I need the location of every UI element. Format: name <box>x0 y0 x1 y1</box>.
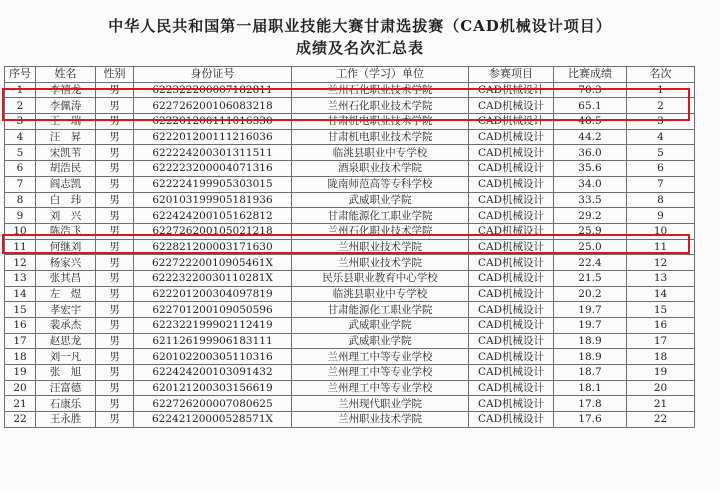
cell-gender: 男 <box>96 286 134 302</box>
cell-name: 张 旭 <box>36 365 96 381</box>
cell-gender: 男 <box>96 412 134 428</box>
table-row <box>5 239 695 255</box>
cell-unit: 兰州石化职业技术学院 <box>292 223 469 239</box>
cell-name: 石康乐 <box>36 396 96 412</box>
cell-gender: 男 <box>96 192 134 208</box>
cell-gender: 男 <box>96 318 134 334</box>
cell-rank: 11 <box>627 239 695 255</box>
header-name: 姓名 <box>36 67 96 83</box>
cell-rank: 13 <box>627 270 695 286</box>
cell-score: 34.0 <box>554 176 627 192</box>
cell-event: CAD机械设计 <box>469 129 554 145</box>
cell-event: CAD机械设计 <box>469 82 554 98</box>
cell-gender: 男 <box>96 129 134 145</box>
cell-name: 阎志凯 <box>36 176 96 192</box>
table-row <box>5 192 695 208</box>
cell-name: 汪 昇 <box>36 129 96 145</box>
cell-score: 18.9 <box>554 333 627 349</box>
cell-gender: 男 <box>96 98 134 114</box>
cell-gender: 男 <box>96 176 134 192</box>
cell-id-number: 620103199905181936 <box>134 192 292 208</box>
cell-id-number: 622726200007080625 <box>134 396 292 412</box>
cell-rank: 22 <box>627 412 695 428</box>
cell-index: 17 <box>5 333 36 349</box>
cell-gender: 男 <box>96 82 134 98</box>
cell-event: CAD机械设计 <box>469 286 554 302</box>
cell-name: 白 玮 <box>36 192 96 208</box>
cell-unit: 酒泉职业技术学院 <box>292 161 469 177</box>
cell-name: 裴承杰 <box>36 318 96 334</box>
cell-id-number: 62223220030110281X <box>134 270 292 286</box>
cell-gender: 男 <box>96 396 134 412</box>
cell-id-number: 622726200106083218 <box>134 98 292 114</box>
cell-id-number: 62242120000528571X <box>134 412 292 428</box>
cell-score: 33.5 <box>554 192 627 208</box>
cell-unit: 甘肃能源化工职业学院 <box>292 302 469 318</box>
cell-id-number: 622322199902112419 <box>134 318 292 334</box>
cell-rank: 3 <box>627 114 695 130</box>
cell-name: 汪富德 <box>36 380 96 396</box>
cell-id-number: 622726200105021218 <box>134 223 292 239</box>
cell-score: 65.1 <box>554 98 627 114</box>
table-row <box>5 365 695 381</box>
cell-index: 15 <box>5 302 36 318</box>
cell-score: 17.8 <box>554 396 627 412</box>
cell-event: CAD机械设计 <box>469 365 554 381</box>
cell-unit: 武威职业学院 <box>292 192 469 208</box>
cell-id-number: 622224199905303015 <box>134 176 292 192</box>
cell-id-number: 622322200007182811 <box>134 82 292 98</box>
cell-rank: 18 <box>627 349 695 365</box>
cell-unit: 临洮县职业中专学校 <box>292 286 469 302</box>
cell-gender: 男 <box>96 208 134 224</box>
cell-score: 18.1 <box>554 380 627 396</box>
cell-index: 21 <box>5 396 36 412</box>
cell-id-number: 622201200111016330 <box>134 114 292 130</box>
cell-rank: 6 <box>627 161 695 177</box>
cell-event: CAD机械设计 <box>469 192 554 208</box>
cell-index: 11 <box>5 239 36 255</box>
cell-event: CAD机械设计 <box>469 161 554 177</box>
cell-event: CAD机械设计 <box>469 255 554 271</box>
table-row <box>5 208 695 224</box>
cell-score: 36.0 <box>554 145 627 161</box>
results-table <box>4 66 695 428</box>
cell-gender: 男 <box>96 239 134 255</box>
table-row <box>5 380 695 396</box>
cell-unit: 武威职业学院 <box>292 318 469 334</box>
cell-rank: 15 <box>627 302 695 318</box>
cell-id-number: 622424200105162812 <box>134 208 292 224</box>
header-unit: 工作（学习）单位 <box>292 67 469 83</box>
cell-rank: 4 <box>627 129 695 145</box>
cell-score: 22.4 <box>554 255 627 271</box>
cell-name: 宋凯苇 <box>36 145 96 161</box>
cell-event: CAD机械设计 <box>469 98 554 114</box>
cell-score: 48.5 <box>554 114 627 130</box>
cell-unit: 兰州理工中等专业学校 <box>292 349 469 365</box>
cell-unit: 陇南师范高等专科学校 <box>292 176 469 192</box>
cell-score: 18.7 <box>554 365 627 381</box>
cell-index: 14 <box>5 286 36 302</box>
table-row <box>5 255 695 271</box>
cell-unit: 兰州职业技术学院 <box>292 255 469 271</box>
cell-index: 1 <box>5 82 36 98</box>
cell-index: 13 <box>5 270 36 286</box>
cell-id-number: 622821200003171630 <box>134 239 292 255</box>
cell-event: CAD机械设计 <box>469 223 554 239</box>
cell-gender: 男 <box>96 270 134 286</box>
cell-score: 35.6 <box>554 161 627 177</box>
cell-rank: 19 <box>627 365 695 381</box>
cell-id-number: 622424200103091432 <box>134 365 292 381</box>
table-row <box>5 129 695 145</box>
cell-id-number: 621126199906183111 <box>134 333 292 349</box>
cell-event: CAD机械设计 <box>469 412 554 428</box>
cell-index: 22 <box>5 412 36 428</box>
cell-score: 70.3 <box>554 82 627 98</box>
cell-rank: 20 <box>627 380 695 396</box>
header-index: 序号 <box>5 67 36 83</box>
cell-unit: 兰州职业技术学院 <box>292 412 469 428</box>
cell-rank: 10 <box>627 223 695 239</box>
cell-unit: 兰州理工中等专业学校 <box>292 380 469 396</box>
cell-rank: 12 <box>627 255 695 271</box>
cell-score: 29.2 <box>554 208 627 224</box>
cell-event: CAD机械设计 <box>469 380 554 396</box>
cell-unit: 甘肃机电职业技术学院 <box>292 114 469 130</box>
cell-name: 李佩涛 <box>36 98 96 114</box>
cell-id-number: 622201200304097819 <box>134 286 292 302</box>
cell-index: 8 <box>5 192 36 208</box>
table-row <box>5 333 695 349</box>
cell-name: 刘 兴 <box>36 208 96 224</box>
cell-score: 19.7 <box>554 302 627 318</box>
cell-unit: 武威职业学院 <box>292 333 469 349</box>
cell-gender: 男 <box>96 380 134 396</box>
cell-score: 25.9 <box>554 223 627 239</box>
cell-name: 李禧龙 <box>36 82 96 98</box>
cell-id-number: 622201200111216036 <box>134 129 292 145</box>
table-row <box>5 270 695 286</box>
cell-id-number: 620102200305110316 <box>134 349 292 365</box>
cell-name: 杨家兴 <box>36 255 96 271</box>
cell-name: 王永胜 <box>36 412 96 428</box>
cell-unit: 兰州石化职业技术学院 <box>292 98 469 114</box>
cell-name: 陈浩飞 <box>36 223 96 239</box>
cell-index: 6 <box>5 161 36 177</box>
table-row <box>5 98 695 114</box>
cell-index: 2 <box>5 98 36 114</box>
document-subtitle: 成绩及名次汇总表 <box>295 39 424 57</box>
table-row <box>5 161 695 177</box>
cell-score: 25.0 <box>554 239 627 255</box>
table-row <box>5 349 695 365</box>
cell-index: 7 <box>5 176 36 192</box>
cell-id-number: 622224200301311511 <box>134 145 292 161</box>
header-id-number: 身份证号 <box>134 67 292 83</box>
header-rank: 名次 <box>627 67 695 83</box>
cell-gender: 男 <box>96 302 134 318</box>
cell-gender: 男 <box>96 223 134 239</box>
cell-rank: 9 <box>627 208 695 224</box>
cell-event: CAD机械设计 <box>469 396 554 412</box>
cell-index: 3 <box>5 114 36 130</box>
cell-event: CAD机械设计 <box>469 239 554 255</box>
cell-name: 孝宏宇 <box>36 302 96 318</box>
cell-unit: 兰州理工中等专业学校 <box>292 365 469 381</box>
cell-unit: 兰州职业技术学院 <box>292 239 469 255</box>
cell-event: CAD机械设计 <box>469 318 554 334</box>
cell-name: 赵思龙 <box>36 333 96 349</box>
cell-score: 18.9 <box>554 349 627 365</box>
cell-event: CAD机械设计 <box>469 145 554 161</box>
cell-gender: 男 <box>96 349 134 365</box>
header-gender: 性别 <box>96 67 134 83</box>
table-row <box>5 396 695 412</box>
header-event: 参赛项目 <box>469 67 554 83</box>
cell-id-number: 622223200004071316 <box>134 161 292 177</box>
cell-score: 44.2 <box>554 129 627 145</box>
cell-score: 19.7 <box>554 318 627 334</box>
cell-index: 20 <box>5 380 36 396</box>
document-title: 中华人民共和国第一届职业技能大赛甘肃选拔赛（CAD机械设计项目） <box>108 17 612 35</box>
cell-unit: 甘肃能源化工职业学院 <box>292 208 469 224</box>
cell-event: CAD机械设计 <box>469 176 554 192</box>
cell-name: 王 瑞 <box>36 114 96 130</box>
cell-gender: 男 <box>96 145 134 161</box>
table-row <box>5 223 695 239</box>
cell-index: 16 <box>5 318 36 334</box>
cell-gender: 男 <box>96 333 134 349</box>
table-row <box>5 176 695 192</box>
cell-index: 4 <box>5 129 36 145</box>
cell-event: CAD机械设计 <box>469 302 554 318</box>
cell-event: CAD机械设计 <box>469 333 554 349</box>
cell-event: CAD机械设计 <box>469 208 554 224</box>
cell-index: 19 <box>5 365 36 381</box>
cell-gender: 男 <box>96 365 134 381</box>
header-score: 比赛成绩 <box>554 67 627 83</box>
cell-name: 刘一凡 <box>36 349 96 365</box>
table-header-row <box>5 67 695 83</box>
cell-rank: 16 <box>627 318 695 334</box>
cell-id-number: 620121200303156619 <box>134 380 292 396</box>
cell-gender: 男 <box>96 255 134 271</box>
cell-index: 10 <box>5 223 36 239</box>
table-row <box>5 286 695 302</box>
cell-unit: 甘肃机电职业技术学院 <box>292 129 469 145</box>
cell-id-number: 62272220010905461X <box>134 255 292 271</box>
cell-event: CAD机械设计 <box>469 114 554 130</box>
cell-index: 18 <box>5 349 36 365</box>
table-row <box>5 318 695 334</box>
cell-rank: 7 <box>627 176 695 192</box>
cell-index: 9 <box>5 208 36 224</box>
cell-score: 21.5 <box>554 270 627 286</box>
cell-event: CAD机械设计 <box>469 270 554 286</box>
table-row <box>5 82 695 98</box>
cell-gender: 男 <box>96 114 134 130</box>
cell-unit: 民乐县职业教育中心学校 <box>292 270 469 286</box>
cell-index: 5 <box>5 145 36 161</box>
table-row <box>5 302 695 318</box>
cell-rank: 17 <box>627 333 695 349</box>
cell-id-number: 622701200109050596 <box>134 302 292 318</box>
cell-rank: 2 <box>627 98 695 114</box>
cell-rank: 1 <box>627 82 695 98</box>
table-row <box>5 114 695 130</box>
cell-name: 张其昌 <box>36 270 96 286</box>
cell-name: 胡浩民 <box>36 161 96 177</box>
cell-score: 17.6 <box>554 412 627 428</box>
cell-rank: 8 <box>627 192 695 208</box>
cell-gender: 男 <box>96 161 134 177</box>
table-row <box>5 145 695 161</box>
cell-name: 何继刘 <box>36 239 96 255</box>
cell-index: 12 <box>5 255 36 271</box>
cell-rank: 14 <box>627 286 695 302</box>
cell-unit: 兰州现代职业学院 <box>292 396 469 412</box>
table-row <box>5 412 695 428</box>
cell-rank: 5 <box>627 145 695 161</box>
cell-name: 左 煜 <box>36 286 96 302</box>
cell-unit: 兰州石化职业技术学院 <box>292 82 469 98</box>
cell-rank: 21 <box>627 396 695 412</box>
cell-score: 20.2 <box>554 286 627 302</box>
cell-event: CAD机械设计 <box>469 349 554 365</box>
cell-unit: 临洮县职业中专学校 <box>292 145 469 161</box>
